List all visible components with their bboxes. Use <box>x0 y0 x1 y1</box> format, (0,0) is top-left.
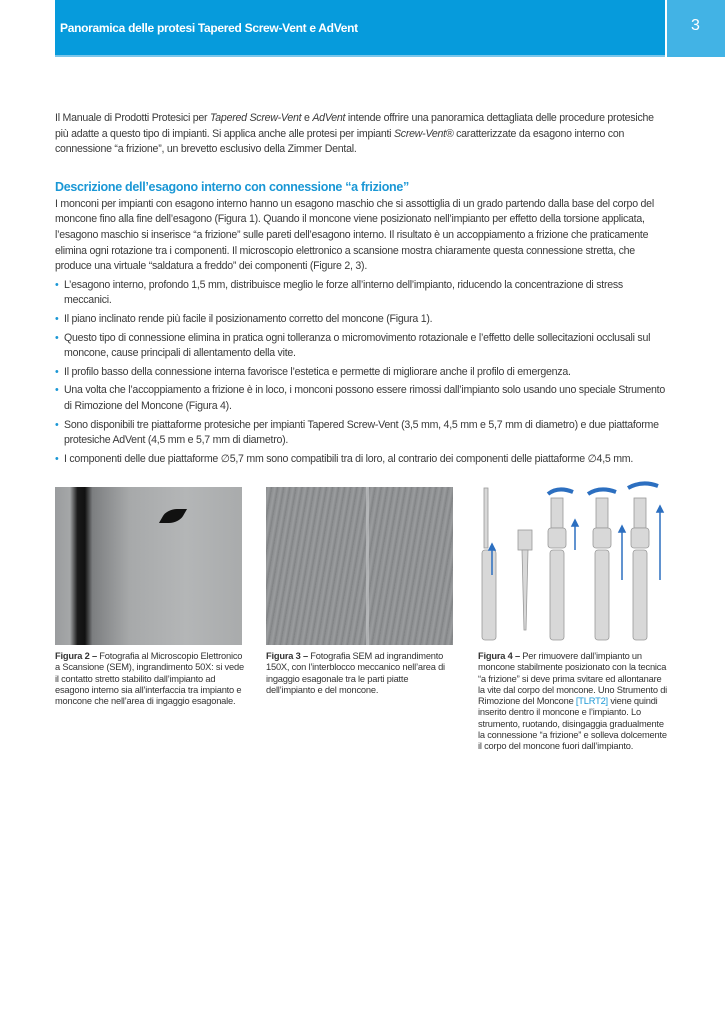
intro-seg: caratterizzate da esagono interno con connessione “a frizione”, un brevetto esclusivo della Zimmer Dental. <box>55 127 625 156</box>
section-paragraph: I monconi per impianti con esagono interno hanno un esagono maschio che si assottiglia di un grado partendo dalla base del corpo del moncone fino alla fine dell’esagono (Figura 1). Quando il moncone viene posizionato nell’impianto per effetto della torsione applicata, l’esagono maschio si inserisce “a frizione” sulle pareti dell’esagono interno. Il risultato è un accoppiamento a frizione che praticamente elimina ogni rotazione tra i componenti. Il microscopio elettronico a scansione mostra chiaramente questa connessione stretta, che produce una virtuale “saldatura a freddo” dei componenti (Figure 2, 3). <box>55 197 654 273</box>
page-number: 3 <box>691 17 700 34</box>
intro-seg: Il Manuale di Prodotti Protesici per <box>55 112 211 124</box>
intro-seg: Screw-Vent® <box>393 127 454 140</box>
list-item: • Questo tipo di connessione elimina in pratica ogni tolleranza o micromovimento rotazionale e l’effetto delle sollecitazioni occlusali sul moncone, cause principali di allentamento della vite. <box>55 331 667 362</box>
bullet-list <box>55 278 667 468</box>
crack-detail <box>159 509 187 523</box>
product-code-link[interactable]: [TLRT2] <box>575 696 608 707</box>
caption-text: viene quindi inserito dentro il moncone e l’impianto. Lo strumento, ruotando, disingaggia gradualmente la connessione “a frizione” e solleva dolcemente il corpo del moncone fuori dall’impianto. <box>478 696 667 752</box>
list-item: • L’esagono interno, profondo 1,5 mm, distribuisce meglio le forze all’interno dell’impianto, riducendo la concentrazione di stress meccanici. <box>55 278 667 309</box>
figure-2-sem-photo <box>55 487 242 645</box>
header-bar <box>55 0 665 57</box>
caption-label: Figura 4 – <box>478 651 520 661</box>
section-heading: Descrizione dell’esagono interno con connessione “a frizione” <box>55 179 409 194</box>
figure-4-caption <box>478 651 668 753</box>
list-item: • Il profilo basso della connessione interna favorisce l’estetica e permette di migliorare anche il profilo di emergenza. <box>55 365 667 381</box>
list-item: • Sono disponibili tre piattaforme protesiche per impianti Tapered Screw-Vent (3,5 mm, 4,5 mm e 5,7 mm di diametro) e due piattaforme protesiche AdVent (4,5 mm e 5,7 mm di diametro). <box>55 418 667 449</box>
intro-seg: intende offrire una panoramica dettagliata delle procedure protesiche più adatte a questo tipo di impianti. Si applica anche alle protesi per impianti <box>55 112 654 140</box>
figure-3-sem-photo <box>266 487 453 645</box>
caption-label: Figura 3 – <box>266 651 308 661</box>
list-item: • I componenti delle due piattaforme ∅5,7 mm sono compatibili tra di loro, al contrario dei componenti delle piattaforme ∅4,5 mm. <box>55 452 667 468</box>
main-text <box>55 111 667 467</box>
page-number-box <box>667 0 725 57</box>
list-item: • Una volta che l’accoppiamento a frizione è in loco, i monconi possono essere rimossi dall’impianto solo usando uno speciale Strumento di Rimozione del Moncone (Figura 4). <box>55 383 667 414</box>
figure-4-removal-tool-illustration <box>478 480 665 645</box>
caption-label: Figura 2 – <box>55 651 97 661</box>
caption-text: Fotografia SEM ad ingrandimento 150X, con l’interblocco meccanico nell’area di ingaggio esagonale tra le parti piatte dell’impianto e del moncone. <box>266 651 445 695</box>
list-item: • Il piano inclinato rende più facile il posizionamento corretto del moncone (Figura 1). <box>55 312 667 328</box>
intro-seg: AdVent <box>312 112 346 124</box>
caption-text: Per rimuovere dall’impianto un moncone stabilmente posizionato con la tecnica “a frizione” si deve prima svitare ed allontanare la vite dal corpo del moncone. Uno Strumento di Rimozione del Moncone <box>478 651 668 707</box>
intro-paragraph <box>55 111 667 158</box>
intro-seg: Tapered Screw-Vent <box>210 112 302 124</box>
caption-text: Fotografia al Microscopio Elettronico a Scansione (SEM), ingrandimento 50X: si vede il contatto stretto stabilito dall’impianto ad esagono interno sia all’interfaccia tra impianto e moncone che nell’area di ingaggio esagonale. <box>55 651 244 707</box>
intro-seg: e <box>301 112 313 124</box>
header-title: Panoramica delle protesi Tapered Screw-Vent e AdVent <box>60 21 358 35</box>
figure-2-caption <box>55 651 245 707</box>
figure-3-caption <box>266 651 456 696</box>
